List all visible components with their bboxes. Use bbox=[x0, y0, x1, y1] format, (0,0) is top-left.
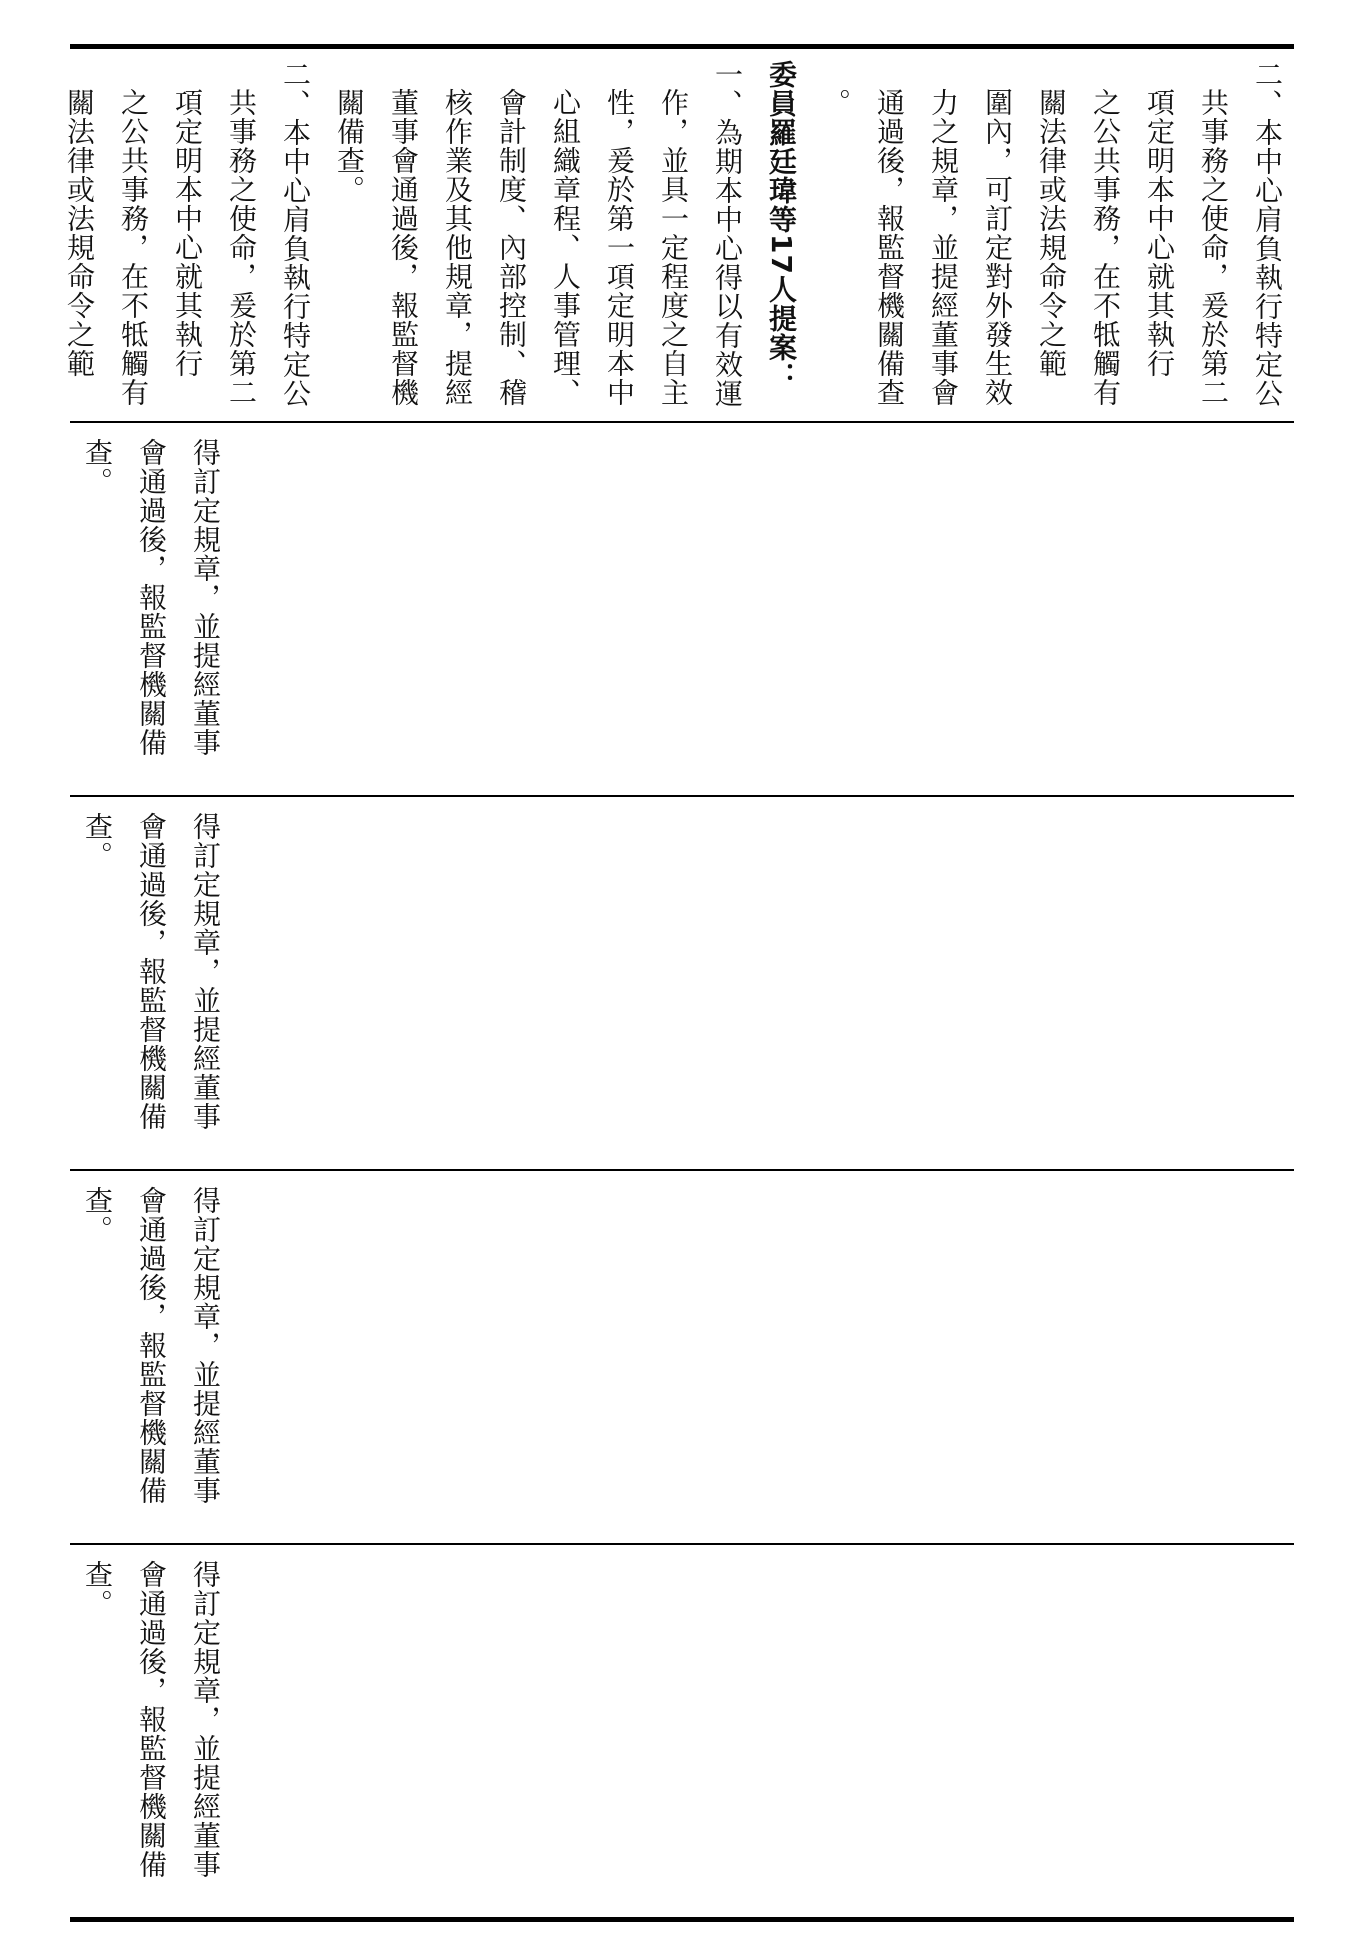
text-line: 項定明本中心就其執行 bbox=[171, 88, 204, 378]
proposal-text bbox=[70, 812, 232, 1131]
text-line: 之公共事務，在不牴觸有 bbox=[1089, 88, 1122, 407]
text-line: 共事務之使命，爰於第二 bbox=[1197, 88, 1230, 407]
divider-rule bbox=[70, 1543, 1294, 1545]
text-line: 查。 bbox=[81, 812, 114, 870]
explanation-cell bbox=[63, 50, 1294, 420]
text-line: 查。 bbox=[81, 438, 114, 496]
proposal-text bbox=[70, 1560, 232, 1879]
proposal-text bbox=[70, 1186, 232, 1505]
text-line: 二、本中心肩負執行特定公 bbox=[1251, 60, 1284, 408]
proposal-cell-5 bbox=[70, 1550, 1294, 1914]
text-line: 心組織章程、人事管理、 bbox=[549, 88, 582, 407]
text-line: 圍內，可訂定對外發生效 bbox=[981, 88, 1014, 407]
text-line: 會計制度、內部控制、稽 bbox=[495, 88, 528, 407]
text-line: 關法律或法規命令之範 bbox=[63, 88, 96, 378]
text-line: 得訂定規章，並提經董事 bbox=[189, 1560, 222, 1879]
text-line: 二、本中心肩負執行特定公 bbox=[279, 60, 312, 408]
proposal-cell-2 bbox=[70, 428, 1294, 792]
explanation-text bbox=[52, 60, 1294, 408]
text-line: 查。 bbox=[81, 1560, 114, 1618]
divider-rule bbox=[70, 421, 1294, 423]
top-rule bbox=[70, 44, 1294, 49]
bottom-rule bbox=[70, 1917, 1294, 1922]
text-line: 關備查。 bbox=[333, 88, 366, 204]
divider-rule bbox=[70, 1169, 1294, 1171]
text-line: 得訂定規章，並提經董事 bbox=[189, 1186, 222, 1505]
text-line: 性，爰於第一項定明本中 bbox=[603, 88, 636, 407]
text-line: 作，並具一定程度之自主 bbox=[657, 88, 690, 407]
text-line: 會通過後，報監督機關備 bbox=[135, 812, 168, 1131]
proposal-text bbox=[70, 438, 232, 757]
text-line: 之公共事務，在不牴觸有 bbox=[117, 88, 150, 407]
text-line: 得訂定規章，並提經董事 bbox=[189, 438, 222, 757]
proposal-header: 委員羅廷瑋等17人提案： bbox=[765, 60, 798, 391]
text-line: 會通過後，報監督機關備 bbox=[135, 438, 168, 757]
text-line: 得訂定規章，並提經董事 bbox=[189, 812, 222, 1131]
divider-rule bbox=[70, 795, 1294, 797]
text-line: 董事會通過後，報監督機 bbox=[387, 88, 420, 407]
text-line: 一、為期本中心得以有效運 bbox=[711, 60, 744, 408]
text-line: 共事務之使命，爰於第二 bbox=[225, 88, 258, 407]
text-line: 會通過後，報監督機關備 bbox=[135, 1560, 168, 1879]
text-line: 通過後，報監督機關備查 bbox=[873, 88, 906, 407]
text-line: 核作業及其他規章，提經 bbox=[441, 88, 474, 407]
proposal-cell-4 bbox=[70, 1176, 1294, 1540]
text-line: 查。 bbox=[81, 1186, 114, 1244]
proposal-cell-3 bbox=[70, 802, 1294, 1166]
text-line: 關法律或法規命令之範 bbox=[1035, 88, 1068, 378]
text-line: 項定明本中心就其執行 bbox=[1143, 88, 1176, 378]
text-line: 。 bbox=[819, 88, 852, 117]
text-line: 力之規章，並提經董事會 bbox=[927, 88, 960, 407]
text-line: 會通過後，報監督機關備 bbox=[135, 1186, 168, 1505]
